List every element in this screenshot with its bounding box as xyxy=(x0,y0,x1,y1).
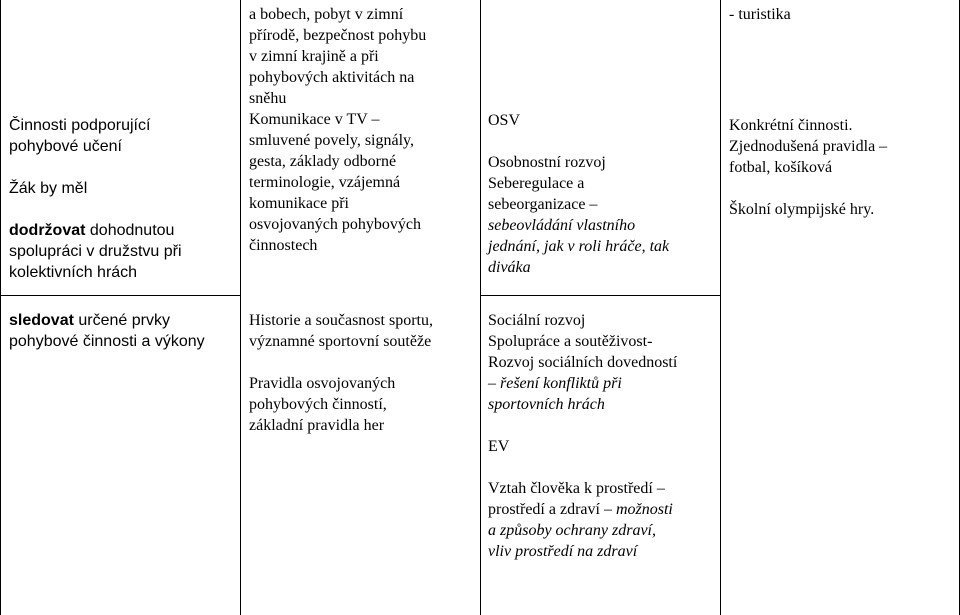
theme-line-italic: a způsoby ochrany zdraví, xyxy=(488,522,656,539)
row2-col2-cell xyxy=(249,310,477,436)
column-divider-3 xyxy=(720,0,721,615)
note-line: Školní olympijské hry. xyxy=(729,201,875,218)
row-divider-col1 xyxy=(0,295,240,296)
outcome-line xyxy=(9,220,237,241)
theme-line: Seberegulace a xyxy=(488,175,585,192)
theme-line-italic: – řešení konfliktů při xyxy=(488,375,622,392)
activity-heading-2: pohybové učení xyxy=(9,138,122,155)
content-line: pohybových činností, xyxy=(249,396,387,413)
theme-line-italic: jednání, jak v roli hráče, tak xyxy=(488,238,670,255)
content-line: sněhu xyxy=(249,90,287,107)
outcome-verb: dodržovat xyxy=(9,222,86,239)
theme-line-italic: sebeovládání vlastního xyxy=(488,217,636,234)
cross-curricular-osv: OSV xyxy=(488,112,521,129)
row1-col4-top xyxy=(729,4,957,25)
table-border-left xyxy=(0,0,1,615)
row1-col1-cell xyxy=(9,115,237,283)
content-line: gesta, základy odborné xyxy=(249,153,397,170)
outcome-rest: určené prvky xyxy=(73,312,170,329)
pupil-should-label: Žák by měl xyxy=(9,180,88,197)
content-line: a bobech, pobyt v zimní xyxy=(249,6,404,23)
activity-heading-1: Činnosti podporující xyxy=(9,117,151,134)
cross-curricular-ev: EV xyxy=(488,438,510,455)
theme-line: Sociální rozvoj xyxy=(488,312,586,329)
content-line: pohybových aktivitách na xyxy=(249,69,415,86)
outcome-line: kolektivních hrách xyxy=(9,264,138,281)
content-line: Komunikace v TV – xyxy=(249,111,380,128)
row-divider-col3 xyxy=(480,295,720,296)
row1-col4-cell xyxy=(729,115,957,220)
theme-line-italic: sportovních hrách xyxy=(488,396,605,413)
content-line: smluvené povely, signály, xyxy=(249,132,415,149)
theme-line: Rozvoj sociálních dovedností xyxy=(488,354,678,371)
content-line: terminologie, vzájemná xyxy=(249,174,401,191)
content-line: komunikace při xyxy=(249,195,349,212)
column-divider-1 xyxy=(240,0,241,615)
theme-line: sebeorganizace – xyxy=(488,196,598,213)
theme-line-italic: vliv prostředí na zdraví xyxy=(488,543,638,560)
theme-line-italic: diváka xyxy=(488,259,531,276)
column-divider-2 xyxy=(480,0,481,615)
theme-line: Osobnostní rozvoj xyxy=(488,154,606,171)
row2-col3-cell xyxy=(488,310,718,562)
content-line: osvojovaných pohybových xyxy=(249,216,421,233)
content-line: základní pravidla her xyxy=(249,417,385,434)
content-line: významné sportovní soutěže xyxy=(249,333,432,350)
outcome-line: spolupráci v družstvu při xyxy=(9,243,182,260)
content-line: v zimní krajině a při xyxy=(249,48,379,65)
content-line: přírodě, bezpečnost pohybu xyxy=(249,27,427,44)
note-line: fotbal, košíková xyxy=(729,159,833,176)
outcome-line xyxy=(9,310,237,331)
outcome-verb: sledovat xyxy=(9,312,74,329)
note-line: Konkrétní činnosti. xyxy=(729,117,853,134)
theme-line-mixed: prostředí a zdraví – možnosti xyxy=(488,501,673,518)
row1-col3-cell xyxy=(488,110,718,278)
content-line: Pravidla osvojovaných xyxy=(249,375,396,392)
content-line: Historie a současnost sportu, xyxy=(249,312,433,329)
content-line: činnostech xyxy=(249,237,318,254)
activity-note-tourism: - turistika xyxy=(729,6,791,23)
outcome-rest: dohodnutou xyxy=(85,222,175,239)
outcome-line: pohybové činnosti a výkony xyxy=(9,333,205,350)
note-line: Zjednodušená pravidla – xyxy=(729,138,888,155)
theme-line: Spolupráce a soutěživost- xyxy=(488,333,653,350)
row1-col2-cell xyxy=(249,4,477,256)
theme-line: Vztah člověka k prostředí – xyxy=(488,480,665,497)
row2-col1-cell xyxy=(9,310,237,352)
